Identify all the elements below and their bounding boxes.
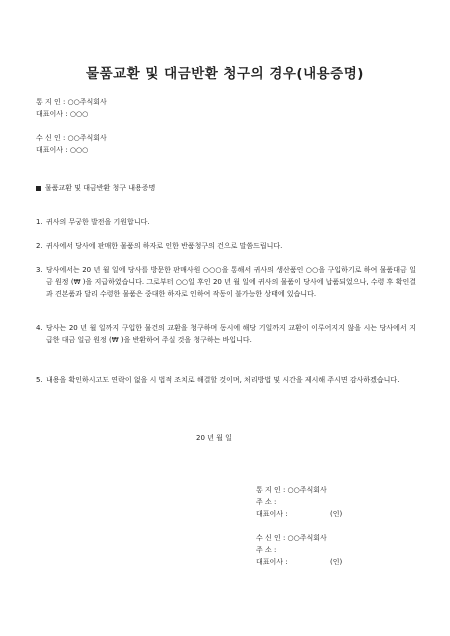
paragraph-5 [36,374,416,386]
paragraph-text: 당사는 20 년 월 일까지 구입한 물건의 교환을 청구하며 동시에 해당 기일까지 교환이 이루어지지 않을 시는 당사에서 지급한 대금 일금 원정 (₩ )을 반환하여 주실 것을 청구하는 바입니다. [46,324,416,344]
paragraph-number: 1. [36,218,43,226]
section-heading [36,183,155,193]
paragraph-4 [36,322,416,346]
paragraph-text: 내용을 확인하시고도 연락이 없을 시 법적 조치로 해결할 것이며, 처리방법 및 시간을 제시해 주시면 감사하겠습니다. [46,376,400,384]
document-title: 물품교환 및 대금반환 청구의 경우(내용증명) [86,66,364,82]
header-sender: 통 지 인 : ○○주식회사 [36,98,107,106]
signature-sender-address: 주 소 : [256,498,277,506]
paragraph-text: 당사에서는 20 년 월 일에 당사를 방문한 판매사원 ○○○을 통해서 귀사의 생산품인 ○○을 구입하기로 하여 물품대금 일금 원정 (₩ )을 지급하였습니다. 그로부터 ○○일 후인 20 년 월 일에 귀사의 물품이 당사에 납품되었으나, 수령 후 확인결과 견본품과 달리 수령한 물품은 중대한 하자로 인하여 작동이 불가능한 상태에 있습니다. [46,266,416,298]
header-recipient: 수 신 인 : ○○주식회사 [36,134,107,142]
square-bullet-icon [36,186,41,191]
section-title: 물품교환 및 대금반환 청구 내용증명 [45,184,156,192]
paragraph-3 [36,264,416,300]
paragraph-number: 4. [36,324,43,332]
signature-sender-rep: 대표이사 : [256,510,288,518]
paragraph-2 [36,240,416,252]
paragraph-text: 귀사의 무궁한 발전을 기원합니다. [46,218,150,226]
paragraph-1 [36,216,416,228]
paragraph-number: 3. [36,266,43,274]
signature-recipient-rep: 대표이사 : [256,558,288,566]
signature-sender-seal: (인) [330,510,343,518]
document-date: 20 년 월 일 [196,434,232,442]
signature-recipient-address: 주 소 : [256,546,277,554]
signature-sender: 통 지 인 : ○○주식회사 [256,486,327,494]
paragraph-number: 5. [36,376,43,384]
paragraph-number: 2. [36,242,43,250]
header-sender-rep: 대표이사 : ○○○ [36,110,89,118]
header-recipient-rep: 대표이사 : ○○○ [36,146,89,154]
signature-recipient: 수 신 인 : ○○주식회사 [256,534,327,542]
paragraph-text: 귀사에서 당사에 판매한 물품의 하자로 인한 반품청구의 건으로 말씀드립니다. [46,242,283,250]
signature-recipient-seal: (인) [330,558,343,566]
